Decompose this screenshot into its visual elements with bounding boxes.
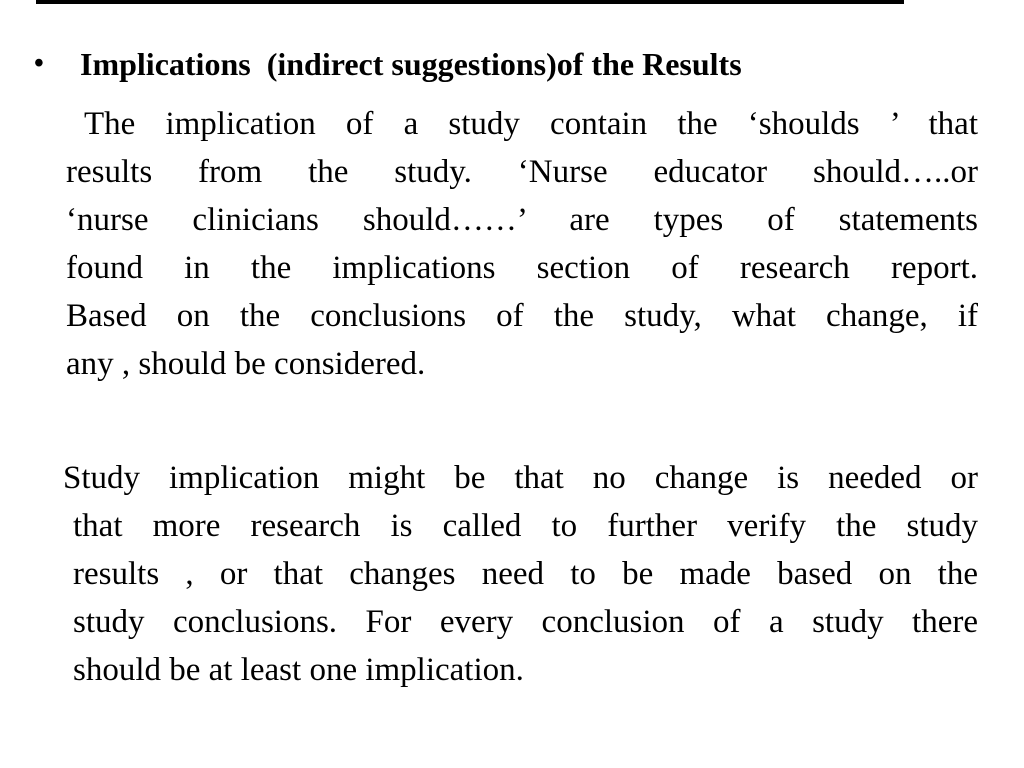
paragraph-line: results from the study. ‘Nurse educator should…..or: [66, 154, 978, 190]
paragraph-line: study conclusions. For every conclusion of a study there: [73, 604, 978, 640]
paragraph-line: The implication of a study contain the ‘shoulds ’ that: [84, 106, 978, 142]
paragraph-line: any , should be considered.: [66, 346, 426, 382]
paragraph-line: that more research is called to further verify the study: [73, 508, 978, 544]
slide-heading: [34, 40, 978, 88]
top-border-line: [36, 0, 904, 4]
paragraph-line: found in the implications section of research report.: [66, 250, 978, 286]
paragraph: [66, 100, 978, 388]
paragraph-line: Study implication might be that no change is needed or: [63, 460, 978, 496]
paragraph: [63, 454, 978, 694]
heading-title: Implications (indirect suggestions)of the Results: [80, 46, 742, 82]
bullet-marker: •: [34, 48, 44, 79]
paragraph-line: ‘nurse clinicians should……’ are types of statements: [66, 202, 978, 238]
slide-body: [63, 100, 978, 694]
paragraph-line: should be at least one implication.: [73, 652, 524, 688]
paragraph-line: Based on the conclusions of the study, what change, if: [66, 298, 978, 334]
paragraph-line: results , or that changes need to be made based on the: [73, 556, 978, 592]
